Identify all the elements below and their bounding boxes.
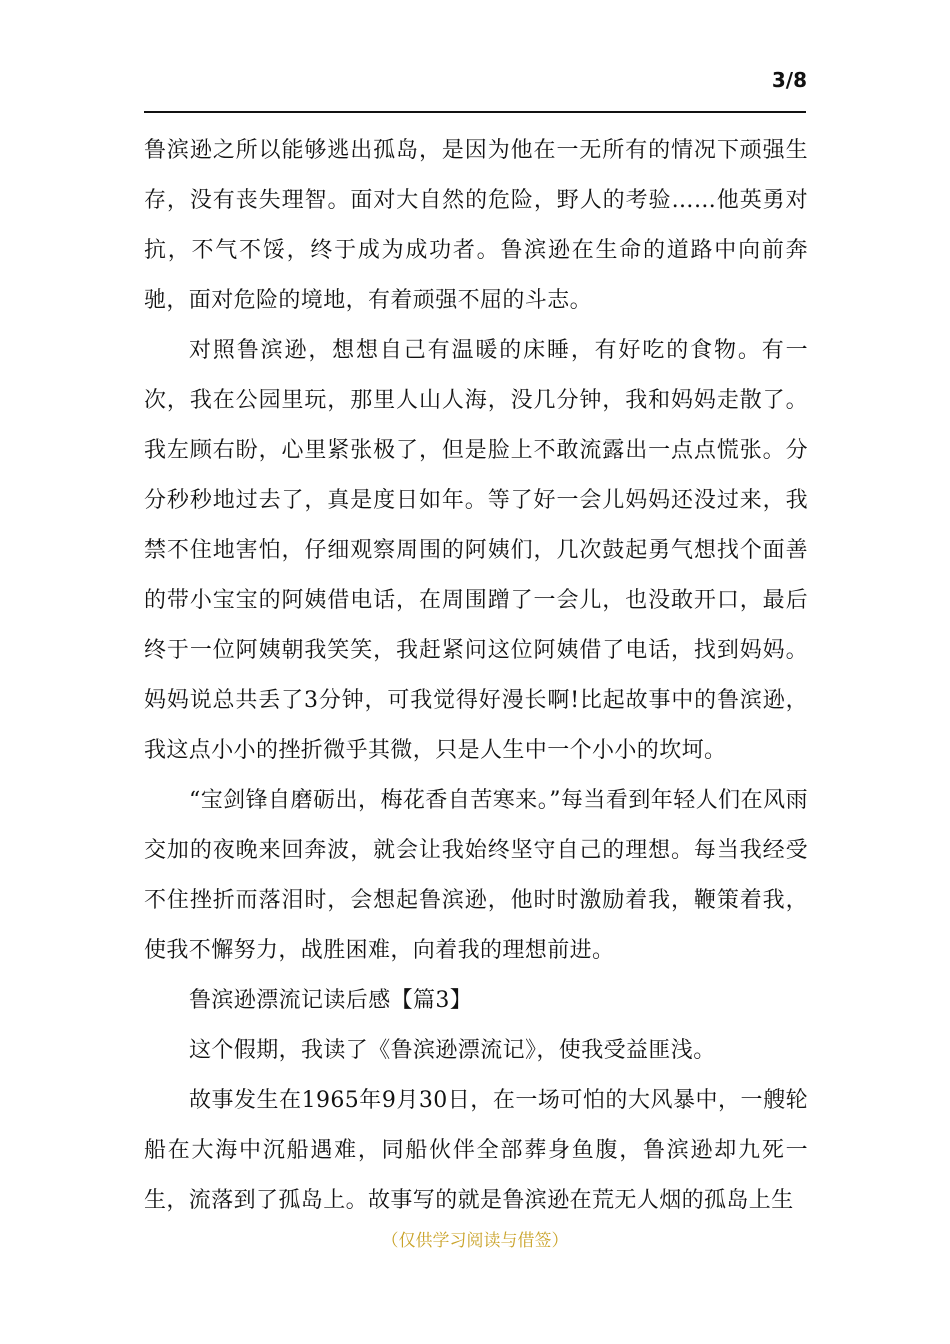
paragraph-2: 对照鲁滨逊，想想自己有温暖的床睡，有好吃的食物。有一次，我在公园里玩，那里人山人海，没几分钟，我和妈妈走散了。我左顾右盼，心里紧张极了，但是脸上不敢流露出一点点慌张。分分秒秒地过去了，真是度日如年。等了好一会儿妈妈还没过来，我禁不住地害怕，仔细观察周围的阿姨们，几次鼓起勇气想找个面善的带小宝宝的阿姨借电话，在周围蹭了一会儿，也没敢开口，最后终于一位阿姨朝我笑笑，我赶紧问这位阿姨借了电话，找到妈妈。妈妈说总共丢了3分钟，可我觉得好漫长啊!比起故事中的鲁滨逊，我这点小小的挫折微乎其微，只是人生中一个小小的坎坷。	[144, 338, 808, 763]
section-heading: 鲁滨逊漂流记读后感【篇3】	[189, 988, 473, 1013]
page-number: 3/8	[771, 68, 807, 92]
paragraph-4: 这个假期，我读了《鲁滨逊漂流记》，使我受益匪浅。	[189, 1038, 716, 1063]
header-divider	[144, 111, 806, 113]
paragraph-5: 故事发生在1965年9月30日，在一场可怕的大风暴中，一艘轮船在大海中沉船遇难，同船伙伴全部葬身鱼腹，鲁滨逊却九死一生，流落到了孤岛上。故事写的就是鲁滨逊在荒无人烟的孤岛上生	[144, 1088, 808, 1213]
footer-note: （仅供学习阅读与借签）	[381, 1231, 569, 1251]
paragraph-1: 鲁滨逊之所以能够逃出孤岛，是因为他在一无所有的情况下顽强生存，没有丧失理智。面对大自然的危险，野人的考验……他英勇对抗，不气不馁，终于成为成功者。鲁滨逊在生命的道路中向前奔驰，面对危险的境地，有着顽强不屈的斗志。	[144, 138, 808, 313]
document-body	[144, 126, 808, 1226]
paragraph-3: “宝剑锋自磨砺出，梅花香自苦寒来。”每当看到年轻人们在风雨交加的夜晚来回奔波，就会让我始终坚守自己的理想。每当我经受不住挫折而落泪时，会想起鲁滨逊，他时时激励着我，鞭策着我，使我不懈努力，战胜困难，向着我的理想前进。	[144, 788, 808, 963]
